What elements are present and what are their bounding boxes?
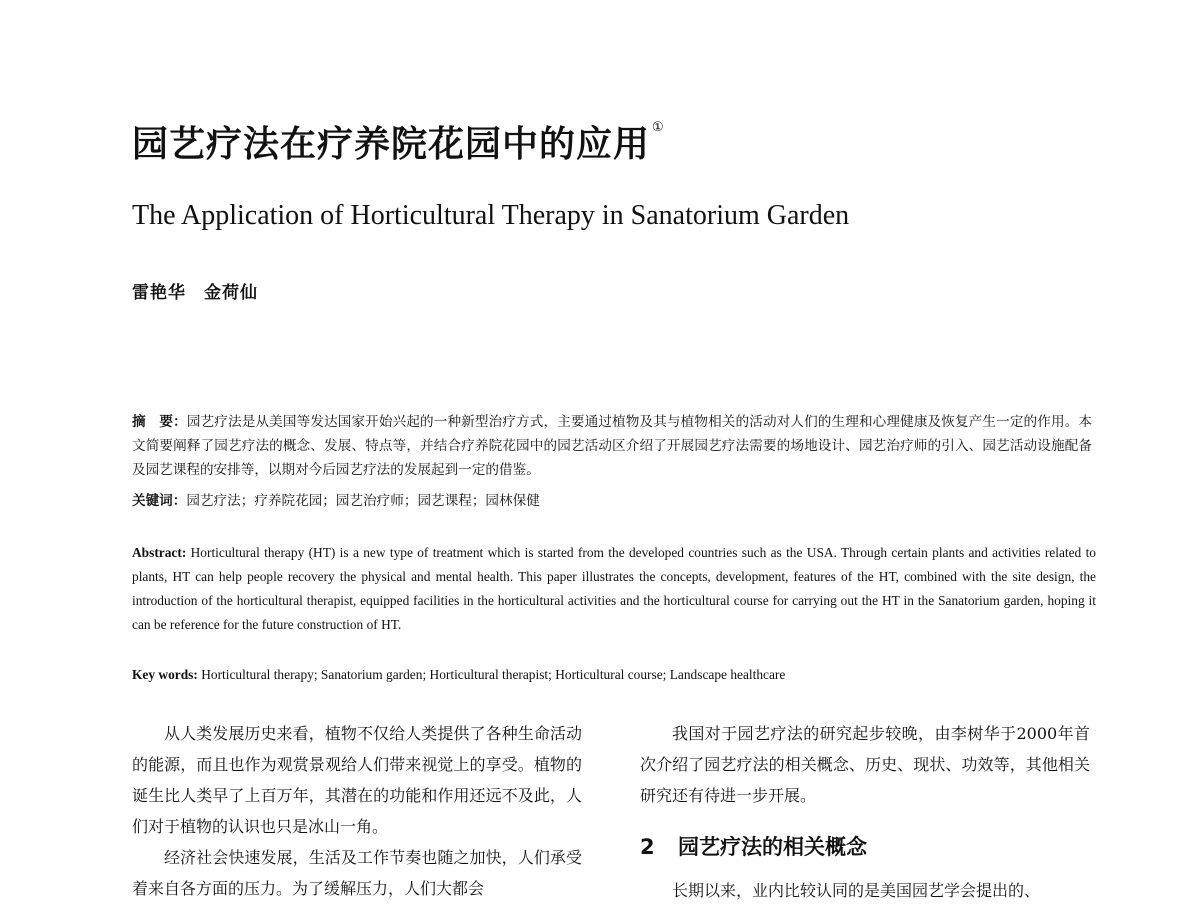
footnote-mark: ① — [652, 120, 665, 135]
section-number: 2 — [640, 835, 655, 859]
abstract-en-label: Abstract: — [132, 545, 187, 560]
abstract-en-text: Horticultural therapy (HT) is a new type of treatment which is started from the developed countries such as the USA. Through certain plants and activities related to plants, HT can help people recovery the physical and mental health. This paper illustrates the concepts, development, features of the HT, combined with the site design, the introduction of the horticultural therapist, equipped facilities in the horticultural activities and the horticultural course for carrying out the HT in the Sanatorium garden, hoping it can be reference for the future construction of HT. — [132, 545, 1096, 632]
abstract-en — [132, 541, 1096, 637]
body-paragraph: 经济社会快速发展，生活及工作节奏也随之加快，人们承受着来自各方面的压力。为了缓解压力，人们大都会 — [132, 848, 582, 898]
abstract-cn-text: 园艺疗法是从美国等发达国家开始兴起的一种新型治疗方式，主要通过植物及其与植物相关的活动对人们的生理和心理健康及恢复产生一定的作用。本文简要阐释了园艺疗法的概念、发展、特点等，并结合疗养院花园中的园艺活动区介绍了开展园艺疗法需要的场地设计、园艺治疗师的引入、园艺活动设施配备及园艺课程的安排等，以期对今后园艺疗法的发展起到一定的借鉴。 — [132, 414, 1093, 478]
keywords-en-label: Key words: — [132, 667, 198, 682]
keywords-cn — [132, 489, 1092, 509]
keywords-en-text: Horticultural therapy; Sanatorium garden; Horticultural therapist; Horticultural course; Landscape healthcare — [201, 667, 786, 682]
body-paragraph: 从人类发展历史来看，植物不仅给人类提供了各种生命活动的能源，而且也作为观赏景观给人们带来视觉上的享受。植物的诞生比人类早了上百万年，其潜在的功能和作用还远不及此，人们对于植物的认识也只是冰山一角。 — [132, 724, 582, 836]
paper-title-en: The Application of Horticultural Therapy in Sanatorium Garden — [132, 200, 850, 231]
keywords-en — [132, 667, 1096, 683]
paper-title-cn — [132, 116, 663, 167]
author-list — [132, 278, 258, 303]
body-paragraph: 长期以来，业内比较认同的是美国园艺学会提出的、 — [672, 881, 1041, 900]
author-name: 金荷仙 — [204, 283, 258, 303]
abstract-cn — [132, 410, 1092, 482]
title-cn-text: 园艺疗法在疗养院花园中的应用 — [132, 123, 651, 165]
keywords-cn-label: 关键词： — [132, 493, 187, 509]
section-heading — [640, 831, 1090, 861]
body-paragraph: 我国对于园艺疗法的研究起步较晚，由李树华于2000年首次介绍了园艺疗法的相关概念、历史、现状、功效等，其他相关研究还有待进一步开展。 — [640, 724, 1090, 805]
author-name: 雷艳华 — [132, 283, 186, 303]
body-column-left — [132, 718, 582, 904]
keywords-cn-text: 园艺疗法；疗养院花园；园艺治疗师；园艺课程；园林保健 — [186, 493, 540, 509]
body-column-right — [640, 718, 1090, 906]
section-title: 园艺疗法的相关概念 — [678, 835, 867, 859]
abstract-cn-label: 摘 要： — [132, 414, 187, 430]
